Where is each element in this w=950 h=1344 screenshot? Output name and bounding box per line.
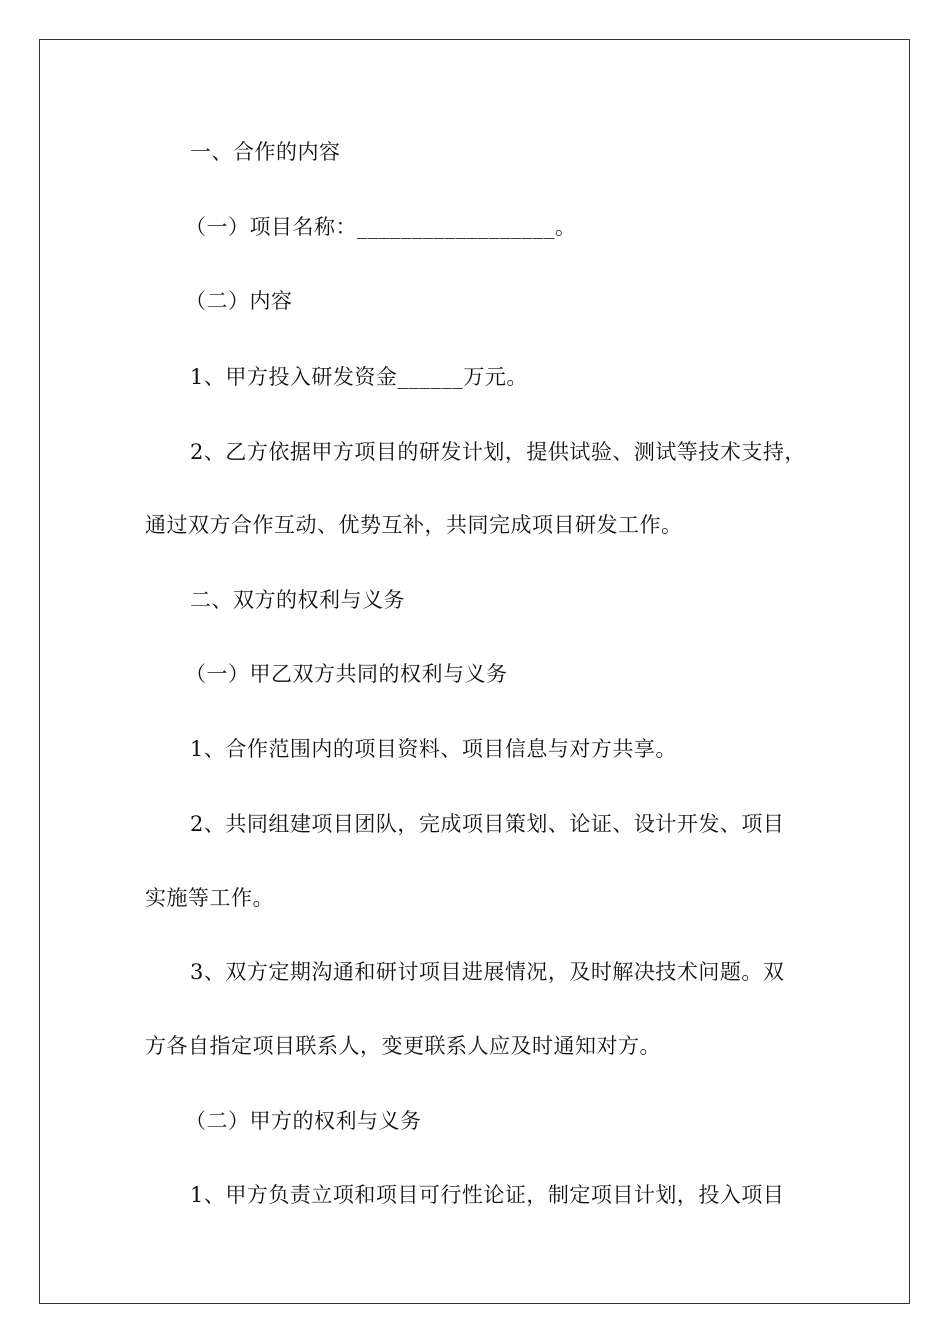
project-name-line: （一）项目名称：__________________。: [185, 215, 577, 239]
paragraph-communication-line-2: 方各自指定项目联系人，变更联系人应及时通知对方。: [145, 1034, 661, 1058]
paragraph-shared-info: 1、合作范围内的项目资料、项目信息与对方共享。: [190, 737, 677, 761]
subheading-party-a-rights: （二）甲方的权利与义务: [185, 1109, 422, 1133]
paragraph-communication-line-1: 3、双方定期沟通和研讨项目进展情况，及时解决技术问题。双: [190, 960, 785, 984]
paragraph-funding: 1、甲方投入研发资金______万元。: [190, 365, 528, 389]
paragraph-party-a-duties: 1、甲方负责立项和项目可行性论证，制定项目计划，投入项目: [190, 1183, 785, 1207]
paragraph-team-line-2: 实施等工作。: [145, 886, 274, 910]
heading-section-2: 二、双方的权利与义务: [190, 588, 405, 612]
subheading-shared-rights: （一）甲乙双方共同的权利与义务: [185, 662, 508, 686]
paragraph-team-line-1: 2、共同组建项目团队，完成项目策划、论证、设计开发、项目: [190, 812, 785, 836]
paragraph-support-line-1: 2、乙方依据甲方项目的研发计划，提供试验、测试等技术支持，: [190, 440, 806, 464]
paragraph-support-line-2: 通过双方合作互动、优势互补，共同完成项目研发工作。: [145, 513, 683, 537]
subheading-content: （二）内容: [185, 289, 293, 313]
heading-section-1: 一、合作的内容: [190, 140, 341, 164]
